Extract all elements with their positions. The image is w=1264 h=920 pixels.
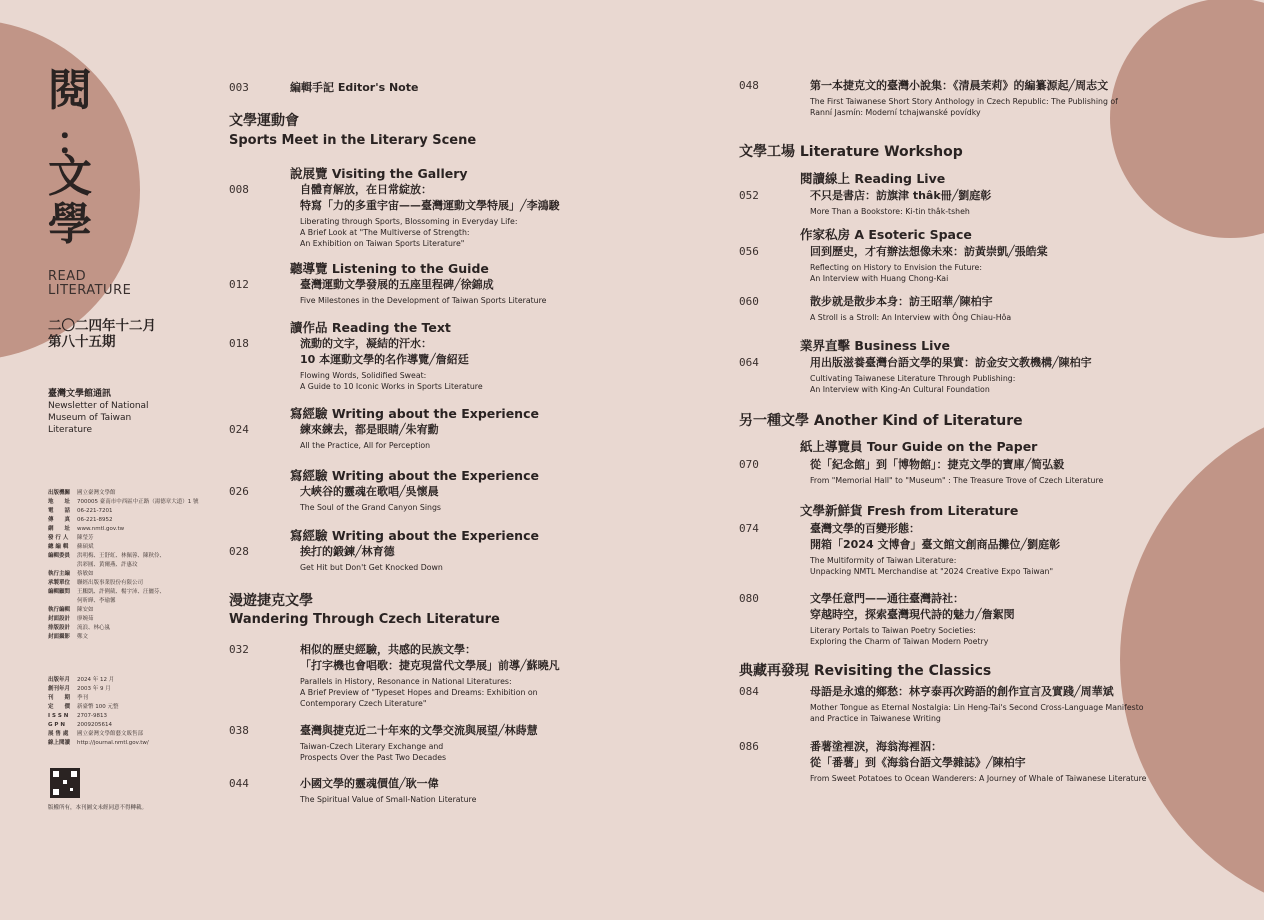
page-number[interactable]: 044	[229, 777, 249, 790]
colophon-row	[48, 730, 149, 739]
entry-title-zh[interactable]: 穿越時空，探索臺灣現代詩的魅力╱詹絮閔	[810, 608, 1015, 621]
issue-info	[48, 318, 156, 350]
section-title-en: Wandering Through Czech Literature	[229, 612, 500, 627]
colophon-value: 季刊	[77, 695, 89, 701]
page-number[interactable]: 060	[739, 295, 759, 308]
page-number[interactable]: 032	[229, 643, 249, 656]
page-number[interactable]: 038	[229, 724, 249, 737]
decorative-circle-bottom-right	[1120, 400, 1264, 920]
entry-title-en[interactable]: Prospects Over the Past Two Decades	[300, 753, 447, 762]
entry-title-zh[interactable]: 大峽谷的靈魂在歌唱╱吳懷晨	[300, 485, 439, 498]
section-title: 另一種文學 Another Kind of Literature	[739, 413, 1023, 429]
entry-title-zh[interactable]: 練來練去，都是眼睛╱朱宥勳	[300, 423, 439, 436]
entry-title-en[interactable]: A Brief Look at "The Multiverse of Strength:	[300, 228, 470, 237]
entry-title-zh[interactable]: 母語是永遠的鄉愁：林亨泰再次跨語的創作宣言及實踐╱周華斌	[810, 685, 1114, 698]
entry-title-en[interactable]: Taiwan-Czech Literary Exchange and	[300, 742, 444, 751]
entry-title-en[interactable]: The Spiritual Value of Small-Nation Literature	[300, 795, 477, 804]
entry-title-zh[interactable]: 不只是書店：訪旗津 thâk冊╱劉庭彰	[810, 189, 992, 202]
section-title: 文學工場 Literature Workshop	[739, 144, 963, 160]
colophon-value: 2707-9813	[77, 713, 107, 719]
colophon-key: G P N	[48, 722, 65, 728]
entry-title-en[interactable]: Unpacking NMTL Merchandise at "2024 Creative Expo Taiwan"	[810, 567, 1054, 576]
colophon-value: 廖婉茹	[77, 616, 94, 622]
decorative-circle-top-right	[1110, 0, 1264, 238]
colophon-key: 出版機關	[48, 490, 71, 496]
colophon-key: 編輯委員	[48, 553, 71, 559]
entry-title-en[interactable]: An Interview with King-An Cultural Foundation	[810, 385, 990, 394]
entry-title-zh[interactable]: 第一本捷克文的臺灣小說集：《清晨茉莉》的編纂源起╱周志文	[810, 79, 1109, 92]
brand-char: 文	[48, 151, 92, 202]
category-heading: 文學新鮮貨 Fresh from Literature	[800, 503, 1019, 518]
entry-title-zh[interactable]: 從「紀念館」到「博物館」：捷克文學的寶庫╱简弘毅	[810, 458, 1065, 471]
colophon-key: 執行編輯	[48, 607, 71, 613]
colophon-key: 編輯顧問	[48, 589, 71, 595]
entry-title-en[interactable]: Contemporary Czech Literature"	[300, 699, 427, 708]
entry-title-en[interactable]: Mother Tongue as Eternal Nostalgia: Lin Heng-Tai's Second Cross-Language Manifesto	[810, 703, 1144, 712]
entry-title-zh[interactable]: 開箱「2024 文博會」臺文館文創商品攤位╱劉庭彰	[810, 538, 1061, 551]
page-number[interactable]: 024	[229, 423, 249, 436]
colophon-key: 網 址	[48, 526, 71, 532]
colophon-publication	[48, 676, 149, 748]
colophon-key: 承製單位	[48, 580, 71, 586]
entry-title-en[interactable]: Flowing Words, Solidified Sweat:	[300, 371, 427, 380]
newsletter-zh: 臺灣文學館通訊	[48, 389, 112, 399]
colophon-row	[48, 570, 199, 579]
entry-title-zh[interactable]: 散步就是散步本身：訪王昭華╱陳柏宇	[810, 295, 993, 308]
page-number[interactable]: 018	[229, 337, 249, 350]
brand-char: 學	[48, 199, 92, 250]
colophon-row	[48, 516, 199, 525]
page-number[interactable]: 070	[739, 458, 759, 471]
colophon-value: 洪彩圓、黃爾燕、許惠玟	[77, 562, 138, 568]
entry-title-en[interactable]: More Than a Bookstore: Ki-tin thâk-tsheh	[810, 207, 970, 216]
issue-number: 第八十五期	[48, 334, 116, 350]
colophon-value: 2003 年 9 月	[77, 686, 111, 692]
qr-code-icon	[50, 768, 80, 798]
colophon-value: 鄭文	[77, 634, 89, 640]
entry-title-zh[interactable]: 臺灣文學的百變形態：	[810, 522, 920, 535]
page-number[interactable]: 056	[739, 245, 759, 258]
colophon-value: 06-221-8952	[77, 517, 113, 523]
entry-title-zh[interactable]: 從「番薯」到《海翁台語文學雜誌》╱陳柏宇	[810, 756, 1026, 769]
colophon-key: 封面設計	[48, 616, 71, 622]
colophon-row	[48, 739, 149, 748]
category-heading: 寫經驗 Writing about the Experience	[290, 528, 539, 543]
colophon-key: 執行主編	[48, 571, 71, 577]
colophon-row	[48, 489, 199, 498]
section-title-en: Sports Meet in the Literary Scene	[229, 133, 477, 148]
colophon-value: 國立臺灣文學館藝文販售部	[77, 731, 144, 737]
colophon-key: 定 價	[48, 704, 71, 710]
colophon-key: 刊 期	[48, 695, 71, 701]
entry-title-zh[interactable]: 回到歷史，才有辦法想像未來：訪黃崇凱╱張皓棠	[810, 245, 1048, 258]
section-title-zh: 漫遊捷克文學	[229, 593, 313, 609]
page-number[interactable]: 084	[739, 685, 759, 698]
entry-title-zh[interactable]: 特寫「力的多重宇宙——臺灣運動文學特展」╱李鴻駿	[300, 199, 560, 212]
page-number[interactable]: 086	[739, 740, 759, 753]
category-heading: 讀作品 Reading the Text	[290, 320, 451, 335]
entry-title-en[interactable]: Liberating through Sports, Blossoming in Everyday Life:	[300, 217, 518, 226]
entry-title-en[interactable]: Get Hit but Don't Get Knocked Down	[300, 563, 443, 572]
brand-char: ：	[56, 118, 95, 163]
category-heading: 作家私房 A Esoteric Space	[800, 227, 972, 242]
page-number[interactable]: 080	[739, 592, 759, 605]
entry-title-en[interactable]: From Sweet Potatoes to Ocean Wanderers: A Journey of Whale of Taiwanese Literature	[810, 774, 1147, 783]
newsletter-title	[48, 388, 168, 436]
brand-char: 閱	[48, 65, 92, 116]
entry-title-zh[interactable]: 自體育解放，在日常綻放：	[300, 183, 432, 196]
colophon-row	[48, 579, 199, 588]
brand-en: READ LITERATURE	[48, 269, 132, 298]
entry-title-en[interactable]: An Interview with Huang Chong-Kai	[810, 274, 949, 283]
colophon-value: 2009205614	[77, 722, 112, 728]
colophon-key	[48, 597, 74, 606]
colophon-value: 06-221-7201	[77, 508, 113, 514]
colophon-row	[48, 561, 199, 570]
colophon-value: 陳瑩芳	[77, 535, 94, 541]
colophon-row	[48, 685, 149, 694]
entry-title-en[interactable]: Five Milestones in the Development of Taiwan Sports Literature	[300, 296, 547, 305]
category-heading: 聽導覽 Listening to the Guide	[290, 261, 489, 276]
category-heading: 紙上導覽員 Tour Guide on the Paper	[800, 439, 1038, 454]
entry-title-en[interactable]: A Brief Preview of "Typeset Hopes and Dreams: Exhibition on	[300, 688, 538, 697]
page-number[interactable]: 008	[229, 183, 249, 196]
colophon-key: 傳 真	[48, 517, 71, 523]
colophon-value: 國立臺灣文學館	[77, 490, 116, 496]
colophon-key: 創刊年月	[48, 686, 71, 692]
colophon-key: 線上閱讀	[48, 740, 71, 746]
category-heading: 寫經驗 Writing about the Experience	[290, 406, 539, 421]
page-number[interactable]: 074	[739, 522, 759, 535]
category-heading: 寫經驗 Writing about the Experience	[290, 468, 539, 483]
colophon-key: 展 售 處	[48, 731, 69, 737]
entry-title-en[interactable]: and Practice in Taiwanese Writing	[810, 714, 941, 723]
colophon-row	[48, 633, 199, 642]
colophon-key: 地 址	[48, 499, 71, 505]
entry-title-zh[interactable]: 臺灣運動文學發展的五座里程碑╱徐錦成	[300, 278, 494, 291]
entry-title-en[interactable]: Literary Portals to Taiwan Poetry Societies:	[810, 626, 976, 635]
entry-title-en[interactable]: All the Practice, All for Perception	[300, 441, 431, 450]
colophon-value: 700005 臺南市中西區中正路（湯德章大道）1 號	[77, 499, 199, 505]
colophon-value: 新臺幣 100 元整	[77, 704, 119, 710]
entry-editor-note[interactable]: 編輯手記 Editor's Note	[290, 81, 419, 94]
colophon-value: 蘇碩斌	[77, 544, 94, 550]
colophon-key: 電 話	[48, 508, 71, 514]
colophon-row	[48, 721, 149, 730]
colophon-value: 流浪、林心嵐	[77, 625, 111, 631]
colophon-value: 王鵬凱、許俐葳、楊宇沛、汪儷芬、	[77, 589, 166, 595]
entry-title-zh[interactable]: 挨打的鍛鍊╱林育德	[300, 545, 395, 558]
colophon-row	[48, 534, 199, 543]
page-number[interactable]: 028	[229, 545, 249, 558]
entry-title-en[interactable]: Parallels in History, Resonance in National Literatures:	[300, 677, 512, 686]
entry-title-en[interactable]: The Soul of the Grand Canyon Sings	[300, 503, 441, 512]
colophon-publisher	[48, 489, 199, 642]
entry-title-en[interactable]: An Exhibition on Taiwan Sports Literature"	[300, 239, 465, 248]
colophon-row	[48, 507, 199, 516]
colophon-row	[48, 712, 149, 721]
entry-title-en[interactable]: Exploring the Charm of Taiwan Modern Poetry	[810, 637, 989, 646]
entry-title-zh[interactable]: 小國文學的靈魂價值╱耿一偉	[300, 777, 439, 790]
colophon-row	[48, 606, 199, 615]
category-heading: 說展覽 Visiting the Gallery	[290, 166, 468, 181]
entry-title-en[interactable]: A Stroll is a Stroll: An Interview with Ông Chiau-Hôa	[810, 313, 1012, 322]
issue-date: 二〇二四年十二月	[48, 318, 156, 334]
category-heading: 業界直擊 Business Live	[800, 338, 950, 353]
colophon-value: www.nmtl.gov.tw	[77, 526, 125, 532]
colophon-row	[48, 597, 199, 606]
colophon-value: 洪明梅、王舒虹、林佩蓉、陳秋伶、	[77, 553, 166, 559]
colophon-row	[48, 676, 149, 685]
colophon-row	[48, 498, 199, 507]
colophon-key: 總 編 輯	[48, 544, 69, 550]
colophon-row	[48, 552, 199, 561]
colophon-value: 何昕曄、李瑜馨	[77, 598, 116, 604]
colophon-value: 陳安如	[77, 607, 94, 613]
page-number[interactable]: 012	[229, 278, 249, 291]
page-number[interactable]: 052	[739, 189, 759, 202]
entry-title-zh[interactable]: 相似的歷史經驗，共感的民族文學：	[300, 643, 476, 656]
colophon-value: 蔡敏如	[77, 571, 94, 577]
entry-title-en[interactable]: The First Taiwanese Short Story Anthology in Czech Republic: The Publishing of	[810, 97, 1118, 106]
colophon-row	[48, 703, 149, 712]
page-number[interactable]: 064	[739, 356, 759, 369]
entry-title-zh[interactable]: 10 本運動文學的名作導覽╱詹紹廷	[300, 353, 469, 366]
colophon-key: 出版年月	[48, 677, 71, 683]
colophon-key	[48, 561, 74, 570]
entry-title-zh[interactable]: 用出版滋養臺灣台語文學的果實：訪金安文教機構╱陳柏宇	[810, 356, 1092, 369]
entry-title-en[interactable]: A Guide to 10 Iconic Works in Sports Literature	[300, 382, 483, 391]
section-title-zh: 文學運動會	[229, 113, 299, 129]
newsletter-en: Newsletter of National Museum of Taiwan Literature	[48, 401, 149, 435]
colophon-value: http://journal.nmtl.gov.tw/	[77, 740, 149, 746]
copyright-notice: 版權所有，本刊圖文未經同意不得轉載。	[48, 805, 148, 811]
entry-title-en[interactable]: Cultivating Taiwanese Literature Through Publishing:	[810, 374, 1016, 383]
colophon-value: 聯經出版事業股份有限公司	[77, 580, 144, 586]
page-number[interactable]: 048	[739, 79, 759, 92]
entry-title-en[interactable]: Reflecting on History to Envision the Future:	[810, 263, 982, 272]
colophon-row	[48, 525, 199, 534]
colophon-key: 發 行 人	[48, 535, 69, 541]
entry-title-zh[interactable]: 「打字機也會唱歌：捷克現當代文學展」前導╱蘇曉凡	[300, 659, 560, 672]
section-title: 典藏再發現 Revisiting the Classics	[739, 663, 992, 679]
colophon-key: I S S N	[48, 713, 69, 719]
entry-title-en[interactable]: From "Memorial Hall" to "Museum" : The Treasure Trove of Czech Literature	[810, 476, 1104, 485]
entry-title-zh[interactable]: 臺灣與捷克近二十年來的文學交流與展望╱林蒔慧	[300, 724, 538, 737]
colophon-row	[48, 588, 199, 597]
colophon-key: 排版設計	[48, 625, 71, 631]
colophon-row	[48, 694, 149, 703]
page-number[interactable]: 026	[229, 485, 249, 498]
page-number[interactable]: 003	[229, 81, 249, 94]
entry-title-zh[interactable]: 番薯塗裡淚，海翁海裡泅：	[810, 740, 942, 753]
colophon-row	[48, 624, 199, 633]
entry-title-en[interactable]: The Multiformity of Taiwan Literature:	[810, 556, 957, 565]
entry-title-zh[interactable]: 流動的文字，凝結的汗水：	[300, 337, 432, 350]
colophon-value: 2024 年 12 月	[77, 677, 115, 683]
entry-title-zh[interactable]: 文學任意門——通往臺灣詩社：	[810, 592, 964, 605]
category-heading: 閱讀線上 Reading Live	[800, 171, 946, 186]
colophon-key: 封面攝影	[48, 634, 71, 640]
colophon-row	[48, 543, 199, 552]
colophon-row	[48, 615, 199, 624]
entry-title-en[interactable]: Ranní Jasmín: Moderní tchajwanské povídky	[810, 108, 981, 117]
